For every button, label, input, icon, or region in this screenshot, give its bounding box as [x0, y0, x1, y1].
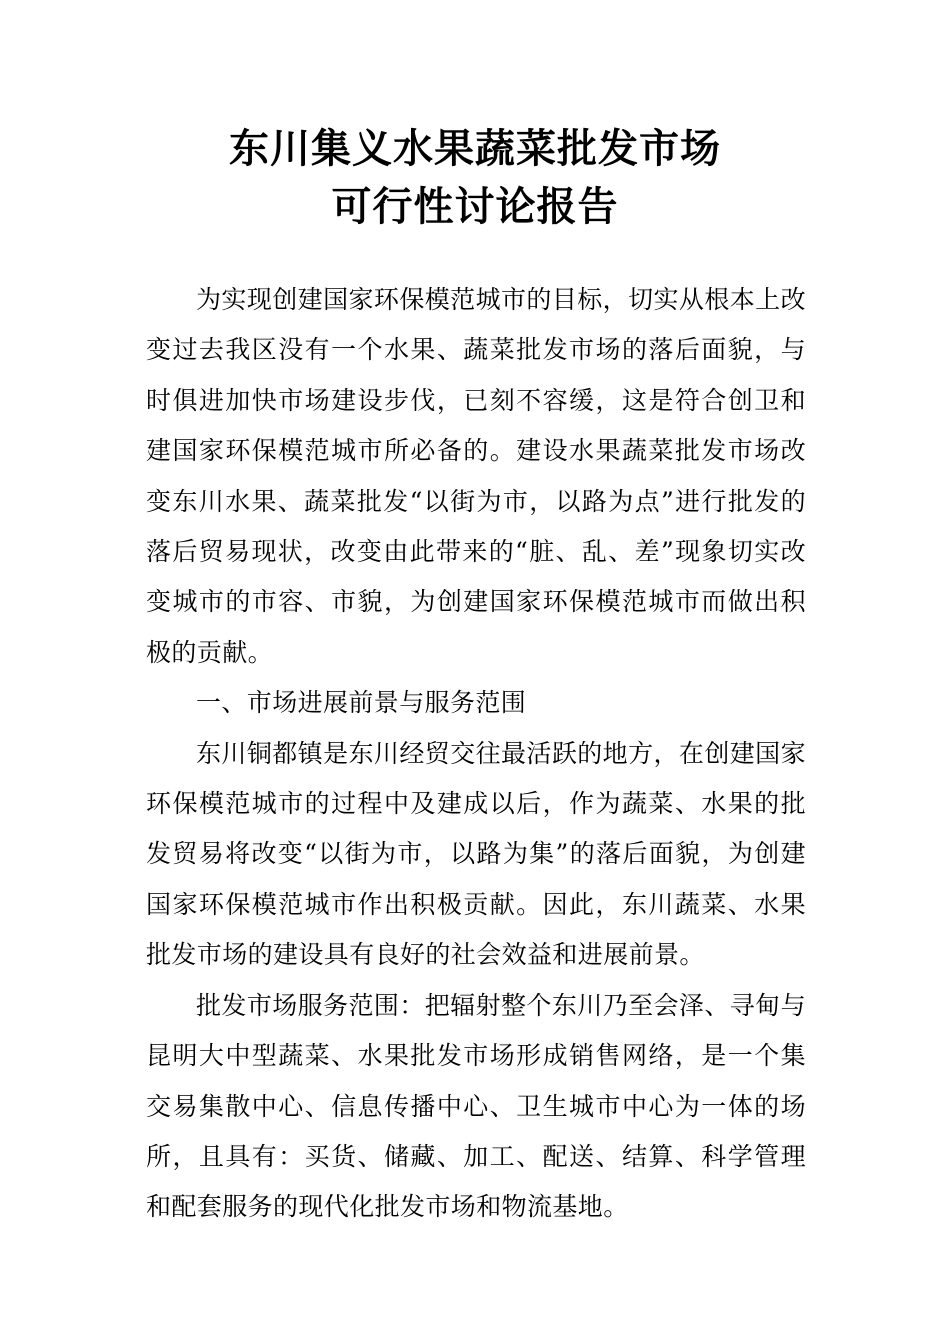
section-heading: 一、市场进展前景与服务范围: [196, 688, 527, 718]
service-scope-paragraph: 批发市场服务范围：把辐射整个东川乃至会泽、寻甸与昆明大中型蔬菜、水果批发市场形成销售网络，是一个集交易集散中心、信息传播中心、卫生城市中心为一体的场所，且具有：买货、储藏、加工、配送、结算、科学管理和配套服务的现代化批发市场和物流基地。: [146, 990, 806, 1222]
document-title: [0, 120, 950, 236]
title-line-2: 可行性讨论报告: [331, 183, 619, 230]
intro-paragraph: 为实现创建国家环保模范城市的目标，切实从根本上改变过去我区没有一个水果、蔬菜批发市场的落后面貌，与时俱进加快市场建设步伐，已刻不容缓，这是符合创卫和建国家环保模范城市所必备的。建设水果蔬菜批发市场改变东川水果、蔬菜批发“以街为市，以路为点”进行批发的落后贸易现状，改变由此带来的“脏、乱、差”现象切实改变城市的市容、市貌，为创建国家环保模范城市而做出积极的贡献。: [146, 285, 806, 667]
title-line-1: 东川集义水果蔬菜批发市场: [229, 125, 721, 172]
market-prospect-paragraph: 东川铜都镇是东川经贸交往最活跃的地方，在创建国家环保模范城市的过程中及建成以后，作为蔬菜、水果的批发贸易将改变“以街为市，以路为集”的落后面貌，为创建国家环保模范城市作出积极贡献。因此，东川蔬菜、水果批发市场的建设具有良好的社会效益和进展前景。: [146, 738, 806, 970]
document-body: [146, 275, 806, 1233]
